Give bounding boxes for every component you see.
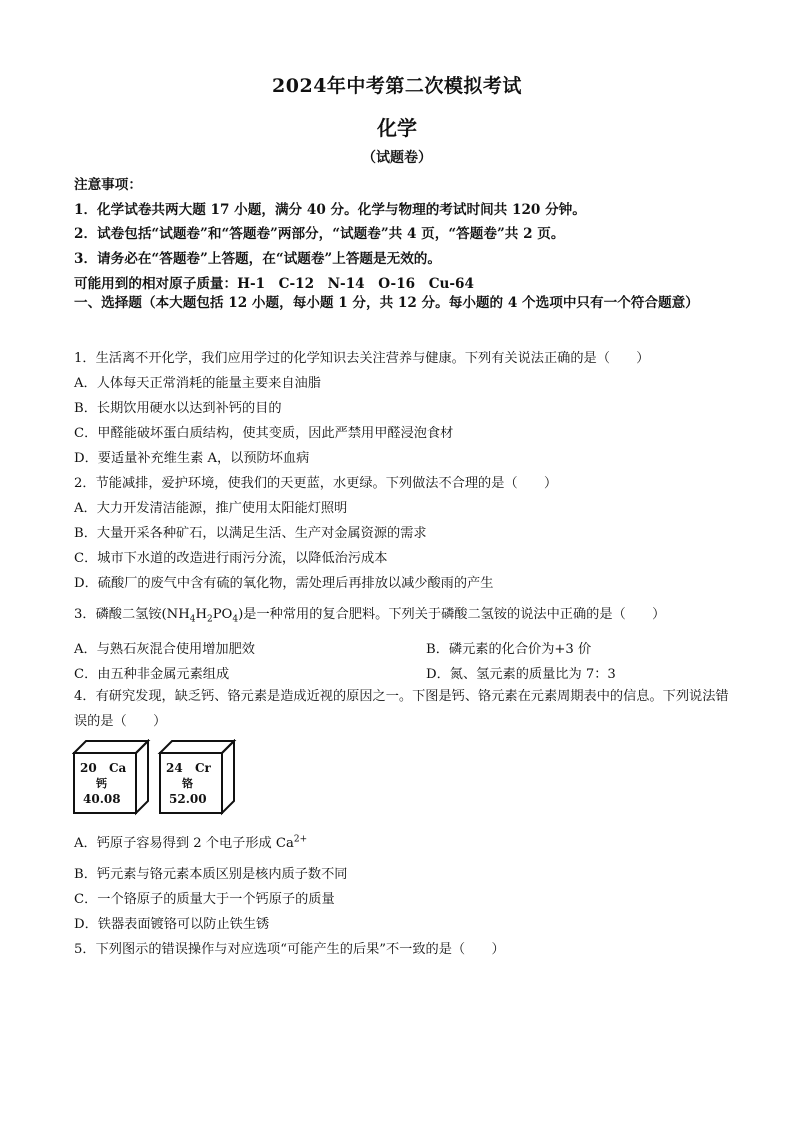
element-symbol: Ca <box>109 761 127 775</box>
ion-charge: 2+ <box>293 834 308 845</box>
atomic-masses: 可能用到的相对原子质量：H-1 C-12 N-14 O-16 Cu-64 <box>74 276 474 292</box>
question-stem: 1．生活离不开化学，我们应用学过的化学知识去关注营养与健康。下列有关说法正确的是（ ） <box>74 351 650 366</box>
stem-prefix: 3．磷酸二氢铵 <box>74 607 162 622</box>
option: D．硫酸厂的废气中含有硫的氧化物，需处理后再排放以减少酸雨的产生 <box>74 576 494 591</box>
element-number: 24 <box>166 761 183 775</box>
note-item: 2．试卷包括“试题卷”和“答题卷”两部分，“试题卷”共 4 页，“答题卷”共 2 页。 <box>74 226 565 242</box>
note-item: 3．请务必在“答题卷”上答题，在“试题卷”上答题是无效的。 <box>74 251 441 267</box>
option: B．大量开采各种矿石，以满足生活、生产对金属资源的需求 <box>74 526 427 541</box>
option <box>74 832 734 851</box>
element-name: 钙 <box>96 777 107 790</box>
option-text: A．钙原子容易得到 2 个电子形成 Ca <box>74 836 294 851</box>
exam-title: 2024年中考第二次模拟考试 <box>272 75 522 97</box>
option-row <box>74 638 734 657</box>
option: A．大力开发清洁能源，推广使用太阳能灯照明 <box>74 501 348 516</box>
option: C．城市下水道的改造进行雨污分流，以降低治污成本 <box>74 551 388 566</box>
paper-type: （试题卷） <box>362 150 432 166</box>
question-stem: 2．节能减排，爱护环境，使我们的天更蓝，水更绿。下列做法不合理的是（ ） <box>74 476 558 491</box>
option: B．长期饮用硬水以达到补钙的目的 <box>74 401 282 416</box>
stem-suffix: 是一种常用的复合肥料。下列关于磷酸二氢铵的说法中正确的是（ ） <box>243 607 666 622</box>
question-stem: 5．下列图示的错误操作与对应选项“可能产生的后果”不一致的是（ ） <box>74 942 505 957</box>
option: B．磷元素的化合价为+3 价 <box>426 642 592 657</box>
option: A．与熟石灰混合使用增加肥效 <box>74 642 255 657</box>
element-symbol: Cr <box>195 761 211 775</box>
element-cards-figure <box>72 739 252 819</box>
chemical-formula: $(NH_4H_2PO_4)$ <box>161 607 244 625</box>
question-stem <box>74 603 734 625</box>
option: D．要适量补充维生素 A，以预防坏血病 <box>74 451 310 466</box>
option: A．人体每天正常消耗的能量主要来自油脂 <box>74 376 321 391</box>
element-card-calcium <box>74 741 148 813</box>
element-mass: 52.00 <box>169 792 207 806</box>
notes-heading: 注意事项： <box>74 177 142 193</box>
subject-title: 化学 <box>377 116 417 140</box>
element-mass: 40.08 <box>83 792 121 806</box>
option-row <box>74 663 734 682</box>
question-stem: 4．有研究发现，缺乏钙、铬元素是造成近视的原因之一。下图是钙、铬元素在元素周期表中的信息。下列说法错误的是（ ） <box>74 689 729 729</box>
note-item: 1．化学试卷共两大题 17 小题，满分 40 分。化学与物理的考试时间共 120 分钟。 <box>74 202 586 218</box>
element-name: 铬 <box>182 777 193 790</box>
option: C．由五种非金属元素组成 <box>74 667 230 682</box>
option: D．氮、氢元素的质量比为 7：3 <box>426 667 616 682</box>
element-number: 20 <box>80 761 97 775</box>
option: C．甲醛能破坏蛋白质结构，使其变质，因此严禁用甲醛浸泡食材 <box>74 426 454 441</box>
option: D．铁器表面镀铬可以防止铁生锈 <box>74 917 270 932</box>
option: B．钙元素与铬元素本质区别是核内质子数不同 <box>74 867 348 882</box>
element-card-chromium <box>160 741 234 813</box>
element-cards-svg <box>72 739 252 819</box>
option: C．一个铬原子的质量大于一个钙原子的质量 <box>74 892 335 907</box>
section-heading: 一、选择题（本大题包括 12 小题，每小题 1 分，共 12 分。每小题的 4 个选项中只有一个符合题意） <box>74 295 699 311</box>
